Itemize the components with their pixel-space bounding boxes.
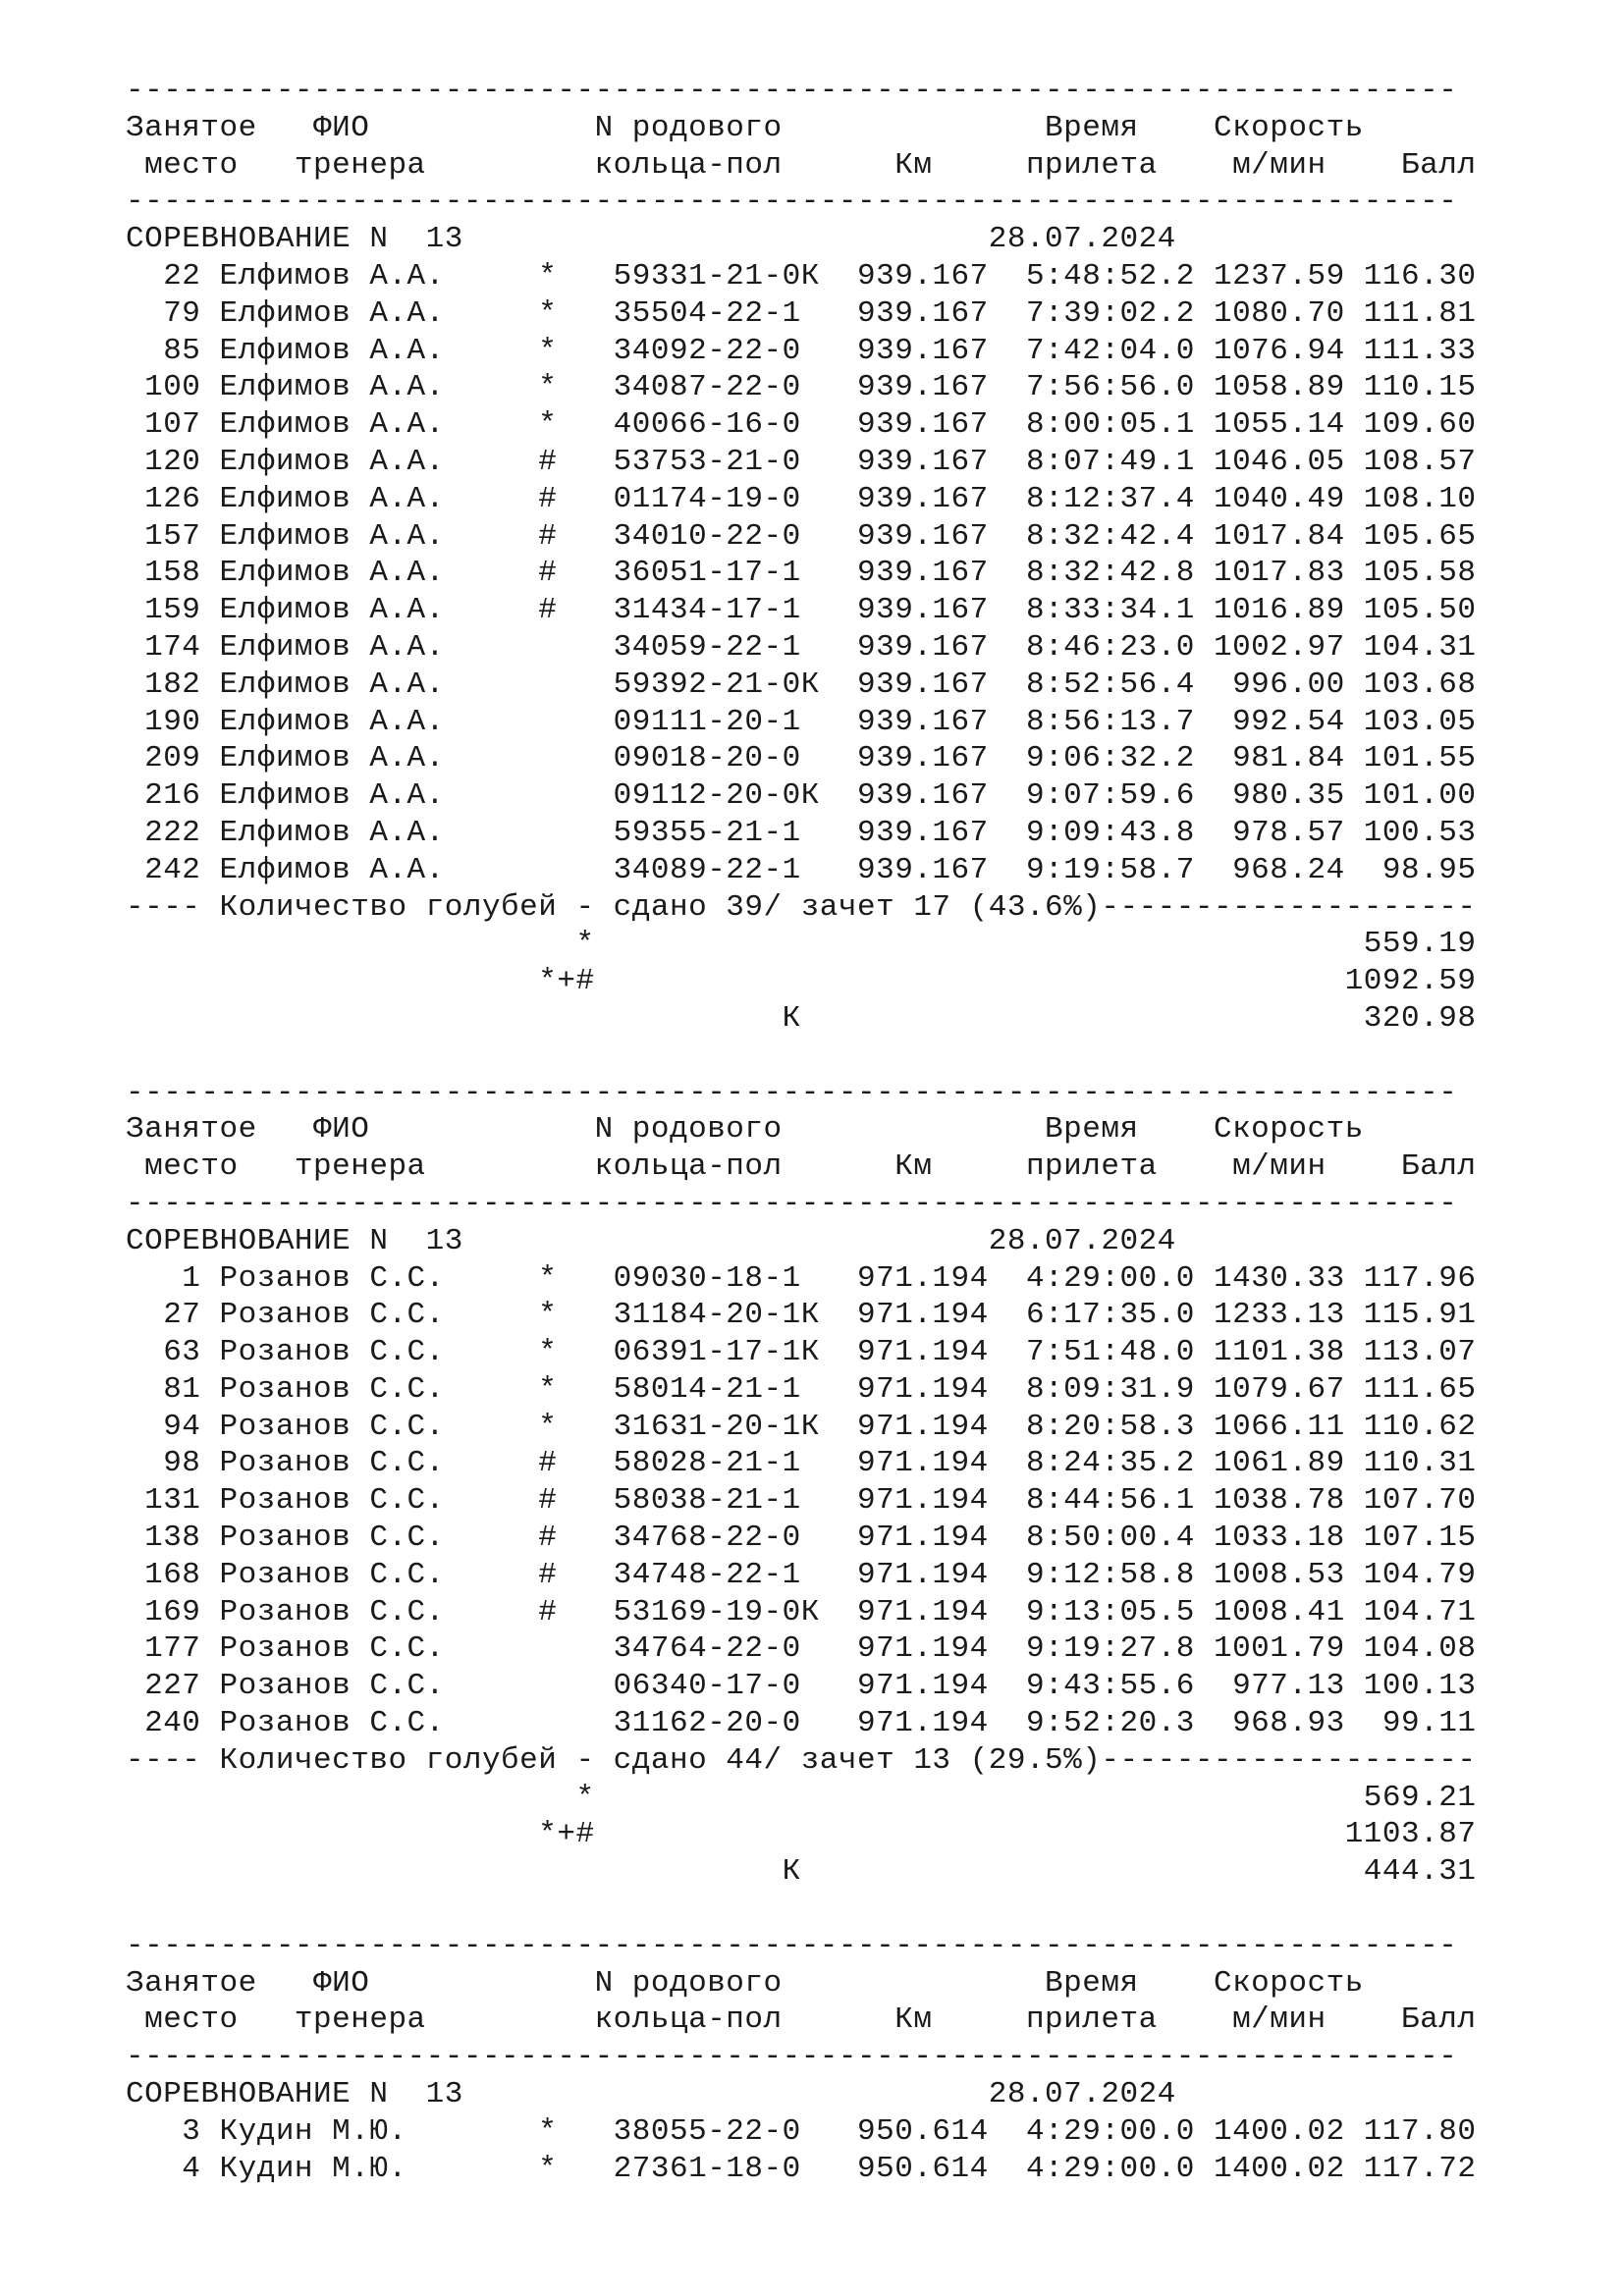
- total-line: *+# 1092.59: [126, 964, 1477, 999]
- divider-line: -----------------------------------------------------------------------: [126, 185, 1458, 220]
- result-row: 242 Елфимов А.А. 34089-22-1 939.167 9:19:58.7 968.24 98.95: [126, 852, 1477, 887]
- column-header-line-1: Занятое ФИО N родового Время Скорость: [126, 1112, 1364, 1148]
- result-row: 222 Елфимов А.А. 59355-21-1 939.167 9:09:43.8 978.57 100.53: [126, 815, 1477, 850]
- result-row: 27 Розанов С.С. * 31184-20-1К 971.194 6:17:35.0 1233.13 115.91: [126, 1298, 1477, 1333]
- result-row: 94 Розанов С.С. * 31631-20-1К 971.194 8:20:58.3 1066.11 110.62: [126, 1409, 1477, 1444]
- competition-title: СОРЕВНОВАНИЕ N 13 28.07.2024: [126, 1223, 1176, 1258]
- result-row: 168 Розанов С.С. # 34748-22-1 971.194 9:12:58.8 1008.53 104.79: [126, 1557, 1477, 1592]
- pigeon-count-summary: ---- Количество голубей - сдано 39/ зачет 17 (43.6%)--------------------: [126, 889, 1477, 925]
- divider-line: -----------------------------------------------------------------------: [126, 74, 1458, 108]
- section-gap: [126, 1038, 1476, 1075]
- result-row: 120 Елфимов А.А. # 53753-21-0 939.167 8:07:49.1 1046.05 108.57: [126, 444, 1477, 479]
- total-line: * 569.21: [126, 1780, 1477, 1815]
- divider-line: -----------------------------------------------------------------------: [126, 2040, 1458, 2075]
- result-row: 100 Елфимов А.А. * 34087-22-0 939.167 7:56:56.0 1058.89 110.15: [126, 370, 1477, 405]
- result-row: 138 Розанов С.С. # 34768-22-0 971.194 8:50:00.4 1033.18 107.15: [126, 1521, 1477, 1556]
- result-row: 1 Розанов С.С. * 09030-18-1 971.194 4:29:00.0 1430.33 117.96: [126, 1260, 1477, 1296]
- column-header-line-2: место тренера кольца-пол Км прилета м/мин Балл: [126, 1149, 1477, 1185]
- result-row: 126 Елфимов А.А. # 01174-19-0 939.167 8:12:37.4 1040.49 108.10: [126, 481, 1477, 516]
- column-header-line-2: место тренера кольца-пол Км прилета м/мин Балл: [126, 2002, 1477, 2038]
- result-row: 63 Розанов С.С. * 06391-17-1К 971.194 7:51:48.0 1101.38 113.07: [126, 1335, 1477, 1370]
- result-row: 240 Розанов С.С. 31162-20-0 971.194 9:52:20.3 968.93 99.11: [126, 1706, 1477, 1741]
- total-line: К 320.98: [126, 1000, 1477, 1036]
- total-line: *+# 1103.87: [126, 1817, 1477, 1852]
- result-row: 169 Розанов С.С. # 53169-19-0К 971.194 9:13:05.5 1008.41 104.71: [126, 1594, 1477, 1629]
- result-row: 22 Елфимов А.А. * 59331-21-0К 939.167 5:48:52.2 1237.59 116.30: [126, 258, 1477, 294]
- result-row: 79 Елфимов А.А. * 35504-22-1 939.167 7:39:02.2 1080.70 111.81: [126, 295, 1477, 331]
- result-row: 131 Розанов С.С. # 58038-21-1 971.194 8:44:56.1 1038.78 107.70: [126, 1483, 1477, 1519]
- result-row: 227 Розанов С.С. 06340-17-0 971.194 9:43:55.6 977.13 100.13: [126, 1669, 1477, 1704]
- result-row: 157 Елфимов А.А. # 34010-22-0 939.167 8:32:42.4 1017.84 105.65: [126, 518, 1477, 554]
- results-document: [126, 73, 1476, 2187]
- result-row: 216 Елфимов А.А. 09112-20-0К 939.167 9:07:59.6 980.35 101.00: [126, 778, 1477, 814]
- result-row: 98 Розанов С.С. # 58028-21-1 971.194 8:24:35.2 1061.89 110.31: [126, 1446, 1477, 1481]
- column-header-line-1: Занятое ФИО N родового Время Скорость: [126, 1965, 1364, 2001]
- result-row: 159 Елфимов А.А. # 31434-17-1 939.167 8:33:34.1 1016.89 105.50: [126, 593, 1477, 628]
- section-gap: [126, 1891, 1476, 1928]
- column-header-line-1: Занятое ФИО N родового Время Скорость: [126, 110, 1364, 145]
- competition-title: СОРЕВНОВАНИЕ N 13 28.07.2024: [126, 2077, 1176, 2112]
- result-row: 209 Елфимов А.А. 09018-20-0 939.167 9:06:32.2 981.84 101.55: [126, 741, 1477, 776]
- pigeon-count-summary: ---- Количество голубей - сдано 44/ зачет 13 (29.5%)--------------------: [126, 1742, 1477, 1778]
- competition-title: СОРЕВНОВАНИЕ N 13 28.07.2024: [126, 222, 1176, 257]
- result-row: 182 Елфимов А.А. 59392-21-0К 939.167 8:52:56.4 996.00 103.68: [126, 667, 1477, 702]
- result-row: 174 Елфимов А.А. 34059-22-1 939.167 8:46:23.0 1002.97 104.31: [126, 629, 1477, 665]
- divider-line: -----------------------------------------------------------------------: [126, 1075, 1458, 1110]
- result-row: 3 Кудин М.Ю. * 38055-22-0 950.614 4:29:00.0 1400.02 117.80: [126, 2113, 1477, 2149]
- result-row: 85 Елфимов А.А. * 34092-22-0 939.167 7:42:04.0 1076.94 111.33: [126, 333, 1477, 368]
- column-header-line-2: место тренера кольца-пол Км прилета м/мин Балл: [126, 147, 1477, 183]
- divider-line: -----------------------------------------------------------------------: [126, 1928, 1458, 1963]
- result-row: 4 Кудин М.Ю. * 27361-18-0 950.614 4:29:00.0 1400.02 117.72: [126, 2151, 1477, 2186]
- total-line: * 559.19: [126, 927, 1477, 962]
- result-row: 190 Елфимов А.А. 09111-20-1 939.167 8:56:13.7 992.54 103.05: [126, 704, 1477, 739]
- result-row: 177 Розанов С.С. 34764-22-0 971.194 9:19:27.8 1001.79 104.08: [126, 1631, 1477, 1667]
- result-row: 81 Розанов С.С. * 58014-21-1 971.194 8:09:31.9 1079.67 111.65: [126, 1371, 1477, 1407]
- divider-line: -----------------------------------------------------------------------: [126, 1186, 1458, 1221]
- total-line: К 444.31: [126, 1854, 1477, 1890]
- result-row: 107 Елфимов А.А. * 40066-16-0 939.167 8:00:05.1 1055.14 109.60: [126, 407, 1477, 443]
- result-row: 158 Елфимов А.А. # 36051-17-1 939.167 8:32:42.8 1017.83 105.58: [126, 556, 1477, 591]
